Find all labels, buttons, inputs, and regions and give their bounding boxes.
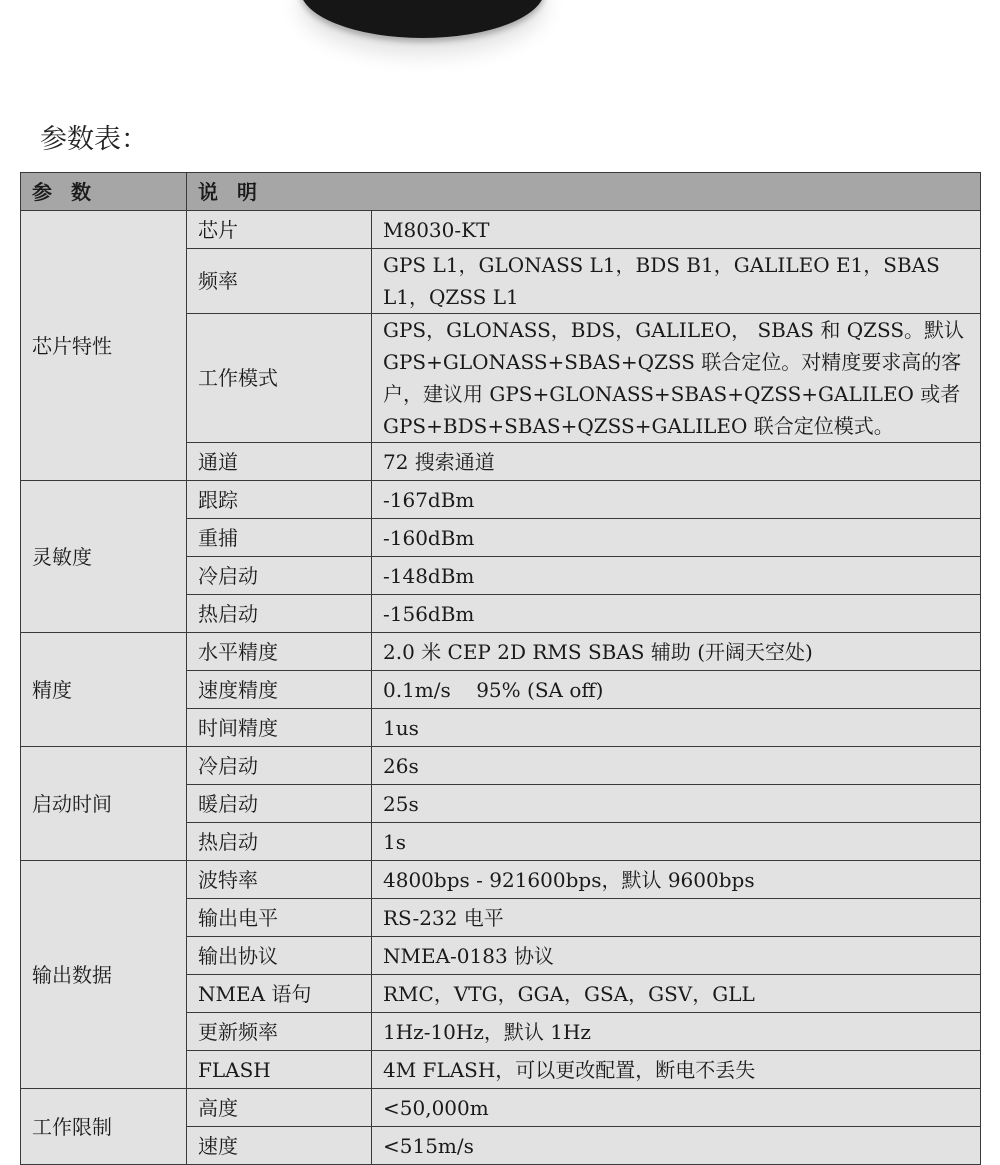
param-item: 输出协议 — [187, 937, 372, 975]
param-item: 输出电平 — [187, 899, 372, 937]
group-name: 精度 — [21, 633, 187, 747]
group-name: 启动时间 — [21, 747, 187, 861]
param-item: 速度 — [187, 1127, 372, 1165]
param-value: 0.1m/s 95% (SA off) — [372, 671, 981, 709]
product-image — [300, 0, 545, 38]
param-value: 26s — [372, 747, 981, 785]
table-row — [21, 481, 981, 519]
param-value: <50,000m — [372, 1089, 981, 1127]
group-name: 灵敏度 — [21, 481, 187, 633]
param-item: 暖启动 — [187, 785, 372, 823]
header-desc: 说 明 — [187, 173, 981, 211]
param-item: 热启动 — [187, 823, 372, 861]
param-item: 冷启动 — [187, 557, 372, 595]
table-row — [21, 211, 981, 249]
param-item: 芯片 — [187, 211, 372, 249]
param-value: 4800bps - 921600bps，默认 9600bps — [372, 861, 981, 899]
param-item: 工作模式 — [187, 314, 372, 443]
param-item: 更新频率 — [187, 1013, 372, 1051]
param-item: 速度精度 — [187, 671, 372, 709]
group-name: 芯片特性 — [21, 211, 187, 481]
section-title: 参数表： — [40, 124, 148, 155]
group-name: 输出数据 — [21, 861, 187, 1089]
param-value: 72 搜索通道 — [372, 443, 981, 481]
group-name: 工作限制 — [21, 1089, 187, 1165]
param-item: FLASH — [187, 1051, 372, 1089]
table-header-row — [21, 173, 981, 211]
param-value: GPS L1，GLONASS L1，BDS B1，GALILEO E1，SBAS L1，QZSS L1 — [372, 249, 981, 314]
param-value: M8030-KT — [372, 211, 981, 249]
param-item: 通道 — [187, 443, 372, 481]
table-row — [21, 633, 981, 671]
param-item: 热启动 — [187, 595, 372, 633]
param-value: 1us — [372, 709, 981, 747]
table-row — [21, 747, 981, 785]
param-item: 时间精度 — [187, 709, 372, 747]
param-value: <515m/s — [372, 1127, 981, 1165]
param-value: 1Hz-10Hz，默认 1Hz — [372, 1013, 981, 1051]
param-value: RMC，VTG，GGA，GSA，GSV，GLL — [372, 975, 981, 1013]
param-item: 波特率 — [187, 861, 372, 899]
param-item: 频率 — [187, 249, 372, 314]
param-value: 4M FLASH，可以更改配置，断电不丢失 — [372, 1051, 981, 1089]
param-value: -167dBm — [372, 481, 981, 519]
param-value: 2.0 米 CEP 2D RMS SBAS 辅助 (开阔天空处) — [372, 633, 981, 671]
header-param: 参 数 — [21, 173, 187, 211]
spec-table — [20, 172, 981, 1165]
param-value: NMEA-0183 协议 — [372, 937, 981, 975]
param-value: -160dBm — [372, 519, 981, 557]
param-item: 水平精度 — [187, 633, 372, 671]
table-row — [21, 1089, 981, 1127]
param-item: NMEA 语句 — [187, 975, 372, 1013]
table-row — [21, 861, 981, 899]
param-value: RS-232 电平 — [372, 899, 981, 937]
param-value: -156dBm — [372, 595, 981, 633]
param-value: 25s — [372, 785, 981, 823]
param-item: 冷启动 — [187, 747, 372, 785]
param-value: GPS，GLONASS，BDS，GALILEO， SBAS 和 QZSS。默认 GPS+GLONASS+SBAS+QZSS 联合定位。对精度要求高的客户，建议用 GPS+GLONASS+SBAS+QZSS+GALILEO 或者 GPS+BDS+SBAS+QZSS+GALILEO 联合定位模式。 — [372, 314, 981, 443]
param-item: 重捕 — [187, 519, 372, 557]
param-value: 1s — [372, 823, 981, 861]
param-item: 跟踪 — [187, 481, 372, 519]
param-item: 高度 — [187, 1089, 372, 1127]
param-value: -148dBm — [372, 557, 981, 595]
